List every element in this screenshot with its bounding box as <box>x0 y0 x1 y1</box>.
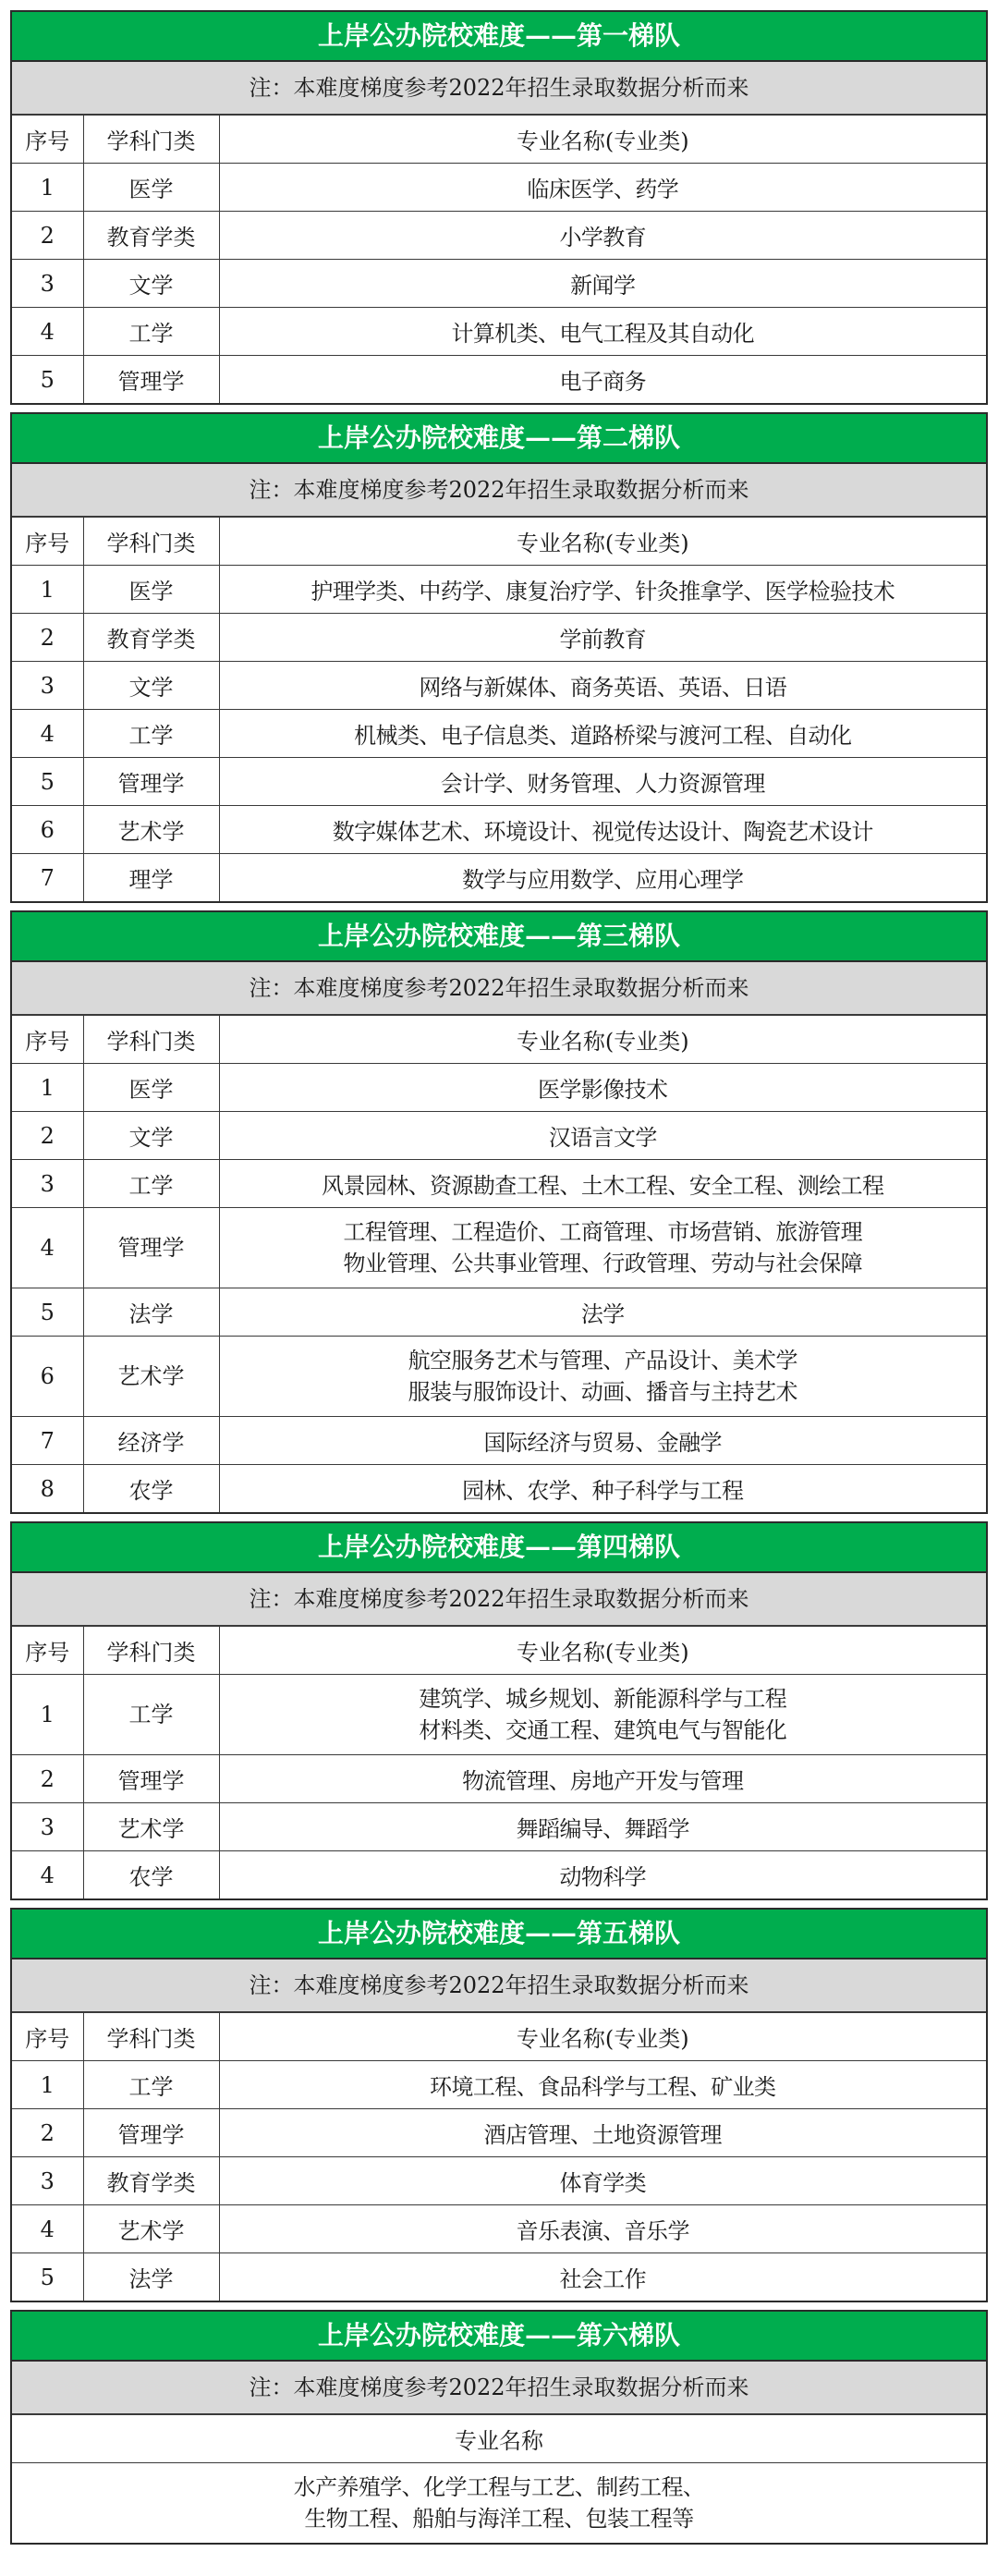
index-cell: 5 <box>12 1288 83 1337</box>
tier-note: 注：本难度梯度参考2022年招生录取数据分析而来 <box>12 1959 986 2013</box>
index-cell: 2 <box>12 1112 83 1160</box>
majors-cell <box>219 356 986 404</box>
index-cell: 4 <box>12 2205 83 2253</box>
index-cell: 1 <box>12 2061 83 2109</box>
majors-cell <box>219 614 986 662</box>
majors-line: 舞蹈编导、舞蹈学 <box>516 1816 689 1842</box>
column-header-majors: 专业名称(专业类) <box>219 518 986 566</box>
category-cell: 文学 <box>83 260 219 308</box>
index-cell: 7 <box>12 1417 83 1465</box>
index-cell: 5 <box>12 2253 83 2301</box>
table-row <box>12 2253 986 2301</box>
tier-major-table <box>12 1016 986 1512</box>
table-row <box>12 1112 986 1160</box>
index-cell: 2 <box>12 2109 83 2157</box>
majors-cell <box>219 308 986 356</box>
category-cell: 农学 <box>83 1851 219 1899</box>
table-header-row <box>12 518 986 566</box>
majors-cell <box>219 1803 986 1851</box>
tier-note: 注：本难度梯度参考2022年招生录取数据分析而来 <box>12 2362 986 2415</box>
category-cell: 理学 <box>83 854 219 902</box>
table-row <box>12 806 986 854</box>
table-row <box>12 164 986 212</box>
column-header-category: 学科门类 <box>83 1627 219 1675</box>
table-row <box>12 2157 986 2205</box>
table-row <box>12 356 986 404</box>
table-header-row <box>12 2415 986 2463</box>
table-row <box>12 212 986 260</box>
index-cell: 8 <box>12 1465 83 1513</box>
category-cell: 教育学类 <box>83 212 219 260</box>
table-row <box>12 566 986 614</box>
index-cell: 5 <box>12 356 83 404</box>
column-header-category: 学科门类 <box>83 518 219 566</box>
table-header-row <box>12 1016 986 1064</box>
tier-major-table <box>12 2013 986 2301</box>
tier-note: 注：本难度梯度参考2022年招生录取数据分析而来 <box>12 1573 986 1627</box>
majors-cell <box>219 806 986 854</box>
table-row <box>12 1803 986 1851</box>
majors-line: 服装与服饰设计、动画、播音与主持艺术 <box>408 1379 797 1405</box>
majors-cell <box>219 2109 986 2157</box>
majors-cell <box>219 1465 986 1513</box>
majors-cell <box>219 662 986 710</box>
category-cell: 农学 <box>83 1465 219 1513</box>
tier-note: 注：本难度梯度参考2022年招生录取数据分析而来 <box>12 62 986 116</box>
majors-cell <box>219 212 986 260</box>
table-row <box>12 1851 986 1899</box>
index-cell: 1 <box>12 164 83 212</box>
index-cell: 6 <box>12 806 83 854</box>
category-cell: 工学 <box>83 710 219 758</box>
category-cell: 艺术学 <box>83 1337 219 1417</box>
index-cell: 1 <box>12 1064 83 1112</box>
majors-line: 法学 <box>580 1301 625 1327</box>
majors-line: 材料类、交通工程、建筑电气与智能化 <box>419 1717 787 1743</box>
majors-cell <box>219 1755 986 1803</box>
majors-cell <box>219 1675 986 1755</box>
category-cell: 管理学 <box>83 758 219 806</box>
tier-title: 上岸公办院校难度——第一梯队 <box>12 12 986 62</box>
majors-cell <box>219 1064 986 1112</box>
table-header-row <box>12 2013 986 2061</box>
majors-line: 体育学类 <box>559 2170 647 2196</box>
table-row <box>12 2205 986 2253</box>
category-cell: 管理学 <box>83 356 219 404</box>
majors-line: 建筑学、城乡规划、新能源科学与工程 <box>419 1686 787 1712</box>
table-row <box>12 710 986 758</box>
index-cell: 3 <box>12 1160 83 1208</box>
tier-note: 注：本难度梯度参考2022年招生录取数据分析而来 <box>12 962 986 1016</box>
table-row <box>12 614 986 662</box>
majors-cell <box>219 1160 986 1208</box>
index-cell: 5 <box>12 758 83 806</box>
column-header-majors: 专业名称(专业类) <box>219 2013 986 2061</box>
table-row <box>12 662 986 710</box>
category-cell: 法学 <box>83 2253 219 2301</box>
majors-cell <box>219 2061 986 2109</box>
index-cell: 7 <box>12 854 83 902</box>
table-row <box>12 1160 986 1208</box>
majors-line: 电子商务 <box>559 369 647 395</box>
table-row <box>12 2109 986 2157</box>
tier-2-table <box>10 412 988 903</box>
index-cell: 2 <box>12 1755 83 1803</box>
column-header-majors: 专业名称(专业类) <box>219 116 986 164</box>
majors-cell <box>219 1288 986 1337</box>
majors-line: 酒店管理、土地资源管理 <box>483 2122 722 2148</box>
category-cell: 艺术学 <box>83 1803 219 1851</box>
table-row <box>12 1337 986 1417</box>
index-cell: 3 <box>12 2157 83 2205</box>
majors-cell <box>219 758 986 806</box>
index-cell: 3 <box>12 1803 83 1851</box>
tier-major-table <box>12 1627 986 1898</box>
majors-cell <box>219 1112 986 1160</box>
majors-line: 动物科学 <box>559 1864 647 1890</box>
column-header-majors: 专业名称(专业类) <box>219 1627 986 1675</box>
majors-line: 生物工程、船舶与海洋工程、包装工程等 <box>304 2506 694 2532</box>
category-cell: 工学 <box>83 1160 219 1208</box>
column-header-index: 序号 <box>12 1627 83 1675</box>
column-header-majors: 专业名称 <box>12 2415 986 2463</box>
table-row <box>12 260 986 308</box>
majors-cell <box>219 2253 986 2301</box>
difficulty-tiers-document <box>10 10 988 2552</box>
index-cell: 2 <box>12 614 83 662</box>
category-cell: 教育学类 <box>83 2157 219 2205</box>
majors-line: 会计学、财务管理、人力资源管理 <box>440 771 765 797</box>
tier-title: 上岸公办院校难度——第五梯队 <box>12 1910 986 1959</box>
majors-line: 物业管理、公共事业管理、行政管理、劳动与社会保障 <box>343 1251 863 1276</box>
majors-cell <box>219 710 986 758</box>
majors-line: 水产养殖学、化学工程与工艺、制药工程、 <box>293 2474 705 2500</box>
category-cell: 管理学 <box>83 1755 219 1803</box>
majors-line: 临床医学、药学 <box>527 177 679 202</box>
majors-cell <box>219 2157 986 2205</box>
table-header-row <box>12 1627 986 1675</box>
majors-cell <box>219 566 986 614</box>
majors-line: 工程管理、工程造价、工商管理、市场营销、旅游管理 <box>343 1219 863 1245</box>
tier-3-table <box>10 910 988 1514</box>
column-header-majors: 专业名称(专业类) <box>219 1016 986 1064</box>
majors-cell <box>219 2205 986 2253</box>
majors-cell <box>12 2463 986 2544</box>
tier-6-major-table <box>12 2415 986 2543</box>
majors-line: 数学与应用数学、应用心理学 <box>462 867 744 893</box>
category-cell: 工学 <box>83 1675 219 1755</box>
majors-line: 数字媒体艺术、环境设计、视觉传达设计、陶瓷艺术设计 <box>332 819 873 845</box>
majors-cell <box>219 164 986 212</box>
table-row <box>12 758 986 806</box>
column-header-category: 学科门类 <box>83 1016 219 1064</box>
tier-title: 上岸公办院校难度——第三梯队 <box>12 912 986 962</box>
index-cell: 2 <box>12 212 83 260</box>
majors-cell <box>219 1208 986 1288</box>
majors-line: 医学影像技术 <box>538 1077 668 1103</box>
majors-line: 航空服务艺术与管理、产品设计、美术学 <box>408 1348 797 1373</box>
index-cell: 6 <box>12 1337 83 1417</box>
category-cell: 文学 <box>83 662 219 710</box>
index-cell: 4 <box>12 308 83 356</box>
tier-major-table <box>12 116 986 403</box>
majors-line: 护理学类、中药学、康复治疗学、针灸推拿学、医学检验技术 <box>310 579 895 604</box>
column-header-category: 学科门类 <box>83 2013 219 2061</box>
column-header-index: 序号 <box>12 1016 83 1064</box>
table-row <box>12 1755 986 1803</box>
majors-line: 小学教育 <box>559 225 647 250</box>
index-cell: 1 <box>12 1675 83 1755</box>
tier-4-table <box>10 1521 988 1900</box>
table-row <box>12 1417 986 1465</box>
table-row <box>12 308 986 356</box>
majors-cell <box>219 1851 986 1899</box>
column-header-index: 序号 <box>12 2013 83 2061</box>
category-cell: 艺术学 <box>83 2205 219 2253</box>
majors-line: 新闻学 <box>570 273 636 299</box>
table-row <box>12 2061 986 2109</box>
majors-line: 物流管理、房地产开发与管理 <box>462 1768 744 1794</box>
tier-title: 上岸公办院校难度——第六梯队 <box>12 2312 986 2362</box>
table-row <box>12 1208 986 1288</box>
majors-line: 园林、农学、种子科学与工程 <box>462 1478 744 1504</box>
majors-cell <box>219 1337 986 1417</box>
majors-line: 音乐表演、音乐学 <box>516 2218 689 2244</box>
majors-line: 机械类、电子信息类、道路桥梁与渡河工程、自动化 <box>354 723 852 749</box>
column-header-category: 学科门类 <box>83 116 219 164</box>
majors-line: 汉语言文学 <box>548 1125 657 1151</box>
index-cell: 1 <box>12 566 83 614</box>
tier-note: 注：本难度梯度参考2022年招生录取数据分析而来 <box>12 464 986 518</box>
category-cell: 教育学类 <box>83 614 219 662</box>
index-cell: 3 <box>12 260 83 308</box>
category-cell: 艺术学 <box>83 806 219 854</box>
category-cell: 医学 <box>83 164 219 212</box>
category-cell: 管理学 <box>83 1208 219 1288</box>
category-cell: 工学 <box>83 308 219 356</box>
table-header-row <box>12 116 986 164</box>
tier-5-table <box>10 1908 988 2302</box>
tier-1-table <box>10 10 988 405</box>
table-row <box>12 854 986 902</box>
majors-cell <box>219 854 986 902</box>
tier-major-table <box>12 518 986 901</box>
majors-line: 学前教育 <box>559 627 647 653</box>
index-cell: 4 <box>12 1851 83 1899</box>
majors-line: 国际经济与贸易、金融学 <box>483 1430 722 1456</box>
majors-line: 网络与新媒体、商务英语、英语、日语 <box>419 675 787 701</box>
majors-line: 风景园林、资源勘查工程、土木工程、安全工程、测绘工程 <box>322 1173 884 1199</box>
majors-cell <box>219 1417 986 1465</box>
index-cell: 4 <box>12 710 83 758</box>
tier-list <box>10 10 988 2302</box>
category-cell: 文学 <box>83 1112 219 1160</box>
table-row <box>12 1675 986 1755</box>
majors-line: 环境工程、食品科学与工程、矿业类 <box>430 2074 776 2100</box>
category-cell: 工学 <box>83 2061 219 2109</box>
tier-6-table <box>10 2310 988 2545</box>
majors-cell <box>219 260 986 308</box>
table-row <box>12 1288 986 1337</box>
index-cell: 4 <box>12 1208 83 1288</box>
category-cell: 法学 <box>83 1288 219 1337</box>
table-row <box>12 2463 986 2544</box>
column-header-index: 序号 <box>12 518 83 566</box>
majors-line: 社会工作 <box>559 2266 647 2292</box>
column-header-index: 序号 <box>12 116 83 164</box>
category-cell: 医学 <box>83 1064 219 1112</box>
tier-title: 上岸公办院校难度——第四梯队 <box>12 1523 986 1573</box>
table-row <box>12 1465 986 1513</box>
category-cell: 医学 <box>83 566 219 614</box>
table-row <box>12 1064 986 1112</box>
index-cell: 3 <box>12 662 83 710</box>
category-cell: 管理学 <box>83 2109 219 2157</box>
tier-title: 上岸公办院校难度——第二梯队 <box>12 414 986 464</box>
majors-line: 计算机类、电气工程及其自动化 <box>451 321 755 347</box>
category-cell: 经济学 <box>83 1417 219 1465</box>
